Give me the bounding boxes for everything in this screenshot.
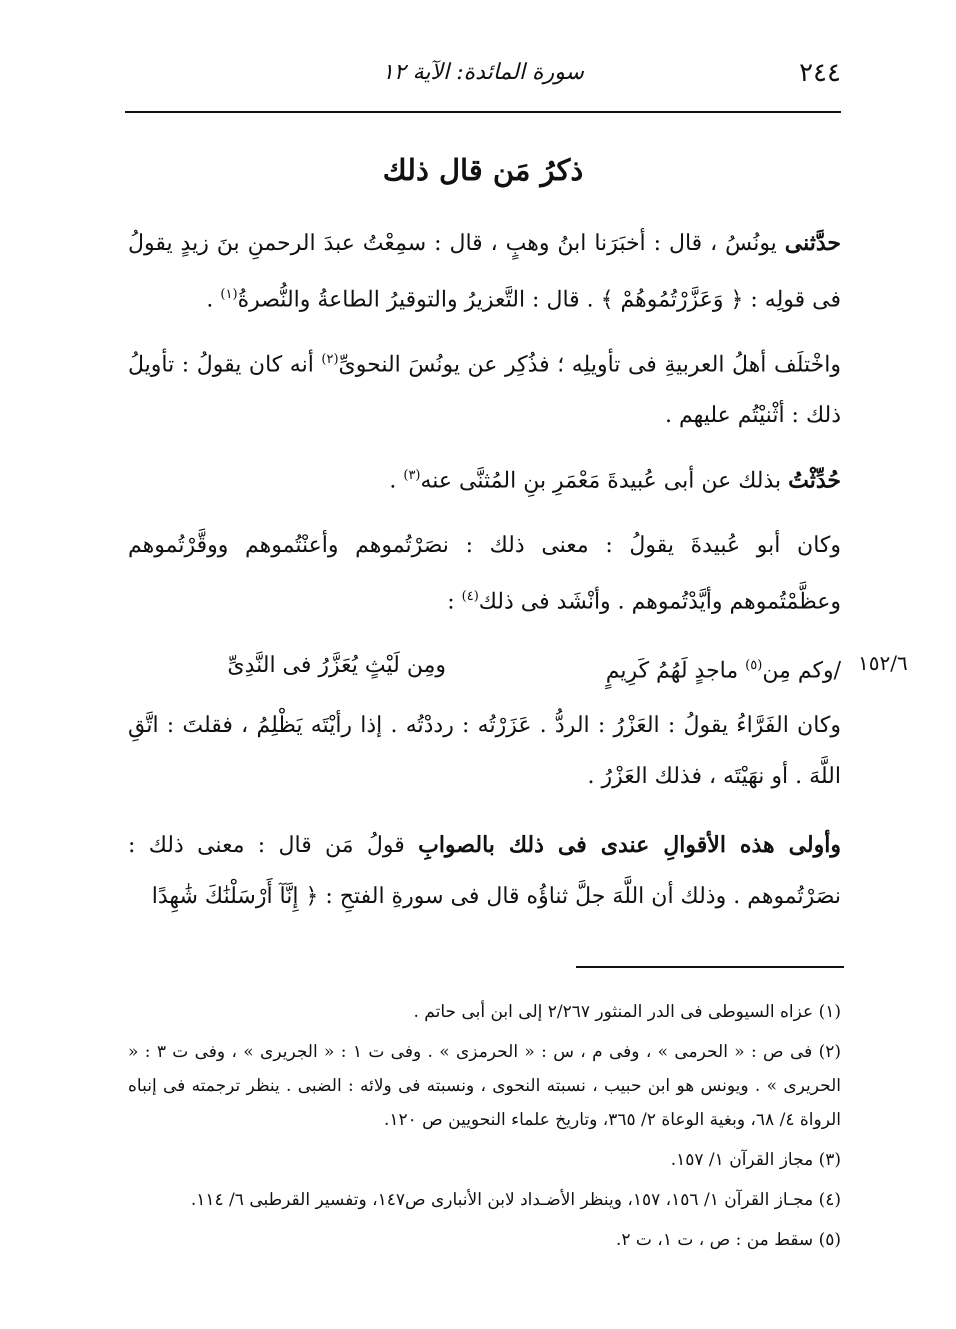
paragraph-text: وكان الفَرَّاءُ يقولُ : العَزْرُ : الردُّ . عَزَرْتُه : رددْتُه . إذا رأيْتَه يَظْلِمُ ، فقلتَ : اتَّقِ اللَّهَ . أو نهَيْتَه ، فذلك العَزْرُ . [128, 713, 841, 789]
paragraph-text: قولُ مَن قال : معنى ذلك : نصَرْتُموهم . وذلك أن اللَّهَ جلَّ ثناؤُه قال فى سورةِ الفتحِ : ﴿ إِنَّآ أَرْسَلْنَٰكَ شَٰهِدًا [128, 833, 841, 909]
footnote-divider [576, 966, 844, 968]
page-header [125, 58, 841, 98]
paragraph-text: يونُسُ ، قال : أخبَرَنا ابنُ وهبٍ ، قال : سمِعْتُ عبدَ الرحمنِ بنَ زيدٍ يقولُ فى قولِه : ﴿ وَعَزَّرْتُمُوهُمْ ﴾ . قال : التَّعزيرُ والتوقيرُ الطاعةُ والنُّصرةُ [128, 231, 841, 313]
paragraph-4 [128, 520, 841, 627]
page-number: ٢٤٤ [799, 58, 841, 88]
section-title: ذكرُ مَن قال ذلك [382, 153, 584, 187]
verse-first-hemistich [606, 640, 841, 696]
verse-first-text: /وكم مِن [762, 658, 841, 684]
footnote-marker-1: (١) [220, 287, 238, 302]
footnote-2: (٢) فى ص : « الحرمى » ، وفى م ، س : « الحرمزى » . وفى ت ١ : « الجريرى » ، وفى ت ٣ : « الحريرى » . ويونس هو ابن حبيب ، نسبته النحوى ، ونسبته فى ولائه : الضبى . ينظر ترجمته فى إنباه الرواة ٤/ ٦٨، وبغية الوعاة ٢/ ٣٦٥، وتاريخ علماء النحويين ص ١٢٠. [128, 1042, 841, 1130]
verse-second-hemistich: ومِن لَيْثٍ يُعَزَّرُ فى النَّدِىِّ [227, 653, 446, 678]
paragraph-3 [128, 450, 841, 506]
paragraph-6 [128, 820, 841, 922]
paragraph-1 [128, 218, 841, 325]
paragraph-tail: . [389, 468, 404, 494]
footnote-marker-3: (٣) [403, 468, 421, 483]
footnote-marker-4: (٤) [461, 589, 479, 604]
paragraph-text: واخْتلَف أهلُ العربيةِ فى تأويلِه ؛ فذُكِر عن يونُسَ النحوىِّ [338, 352, 842, 378]
paragraph-tail: أنه كان يقولُ : تأويلُ ذلك : أثْنيْتُم عليهم . [128, 352, 841, 429]
header-divider [125, 111, 841, 113]
paragraph-lead: حدَّثنى [784, 230, 841, 256]
paragraph-5 [128, 700, 841, 802]
paragraph-text: بذلك عن أبى عُبيدةَ مَعْمَرِ بنِ المُثنَّى عنه [420, 468, 789, 494]
paragraph-lead: وأولى هذه الأقوالِ عندى فى ذلك بالصوابِ [418, 832, 841, 858]
paragraph-lead: حُدِّثْتُ [788, 467, 841, 494]
paragraph-text: وكان أبو عُبيدةَ يقولُ : معنى ذلك : نصَرْتُموهم وأعنْتُموهم ووقَّرْتُموهم وعظَّمْتُموهم وأيَّدْتُموهم . وأنْشَد فى ذلك [128, 533, 841, 615]
paragraph-tail: . [206, 287, 221, 313]
footnotes [128, 995, 841, 1263]
footnote-marker-5: (٥) [745, 658, 763, 673]
running-title: سورة المائدة: الآية ١٢ [382, 60, 584, 85]
footnote-5: (٥) سقط من : ص ، ت ١، ت ٢. [615, 1230, 841, 1250]
footnote-marker-2: (٢) [321, 352, 339, 367]
footnote-4: (٤) مجـاز القرآن ١/ ١٥٦، ١٥٧، وينظر الأضـداد لابن الأنبارى ص١٤٧، وتفسير القرطبى ٦/ ١١٤. [190, 1190, 841, 1210]
margin-reference: ١٥٢/٦ [858, 651, 908, 675]
paragraph-2 [128, 334, 841, 441]
verse-first-tail: ماجدٍ لَهُمُ كَرِيمٍ [605, 658, 746, 684]
footnote-3: (٣) مجاز القرآن ١/ ١٥٧. [670, 1150, 841, 1170]
footnote-1: (١) عزاه السيوطى فى الدر المنثور ٢/٢٦٧ إلى ابن أبى حاتم . [413, 1002, 841, 1022]
paragraph-tail: : [447, 589, 462, 615]
